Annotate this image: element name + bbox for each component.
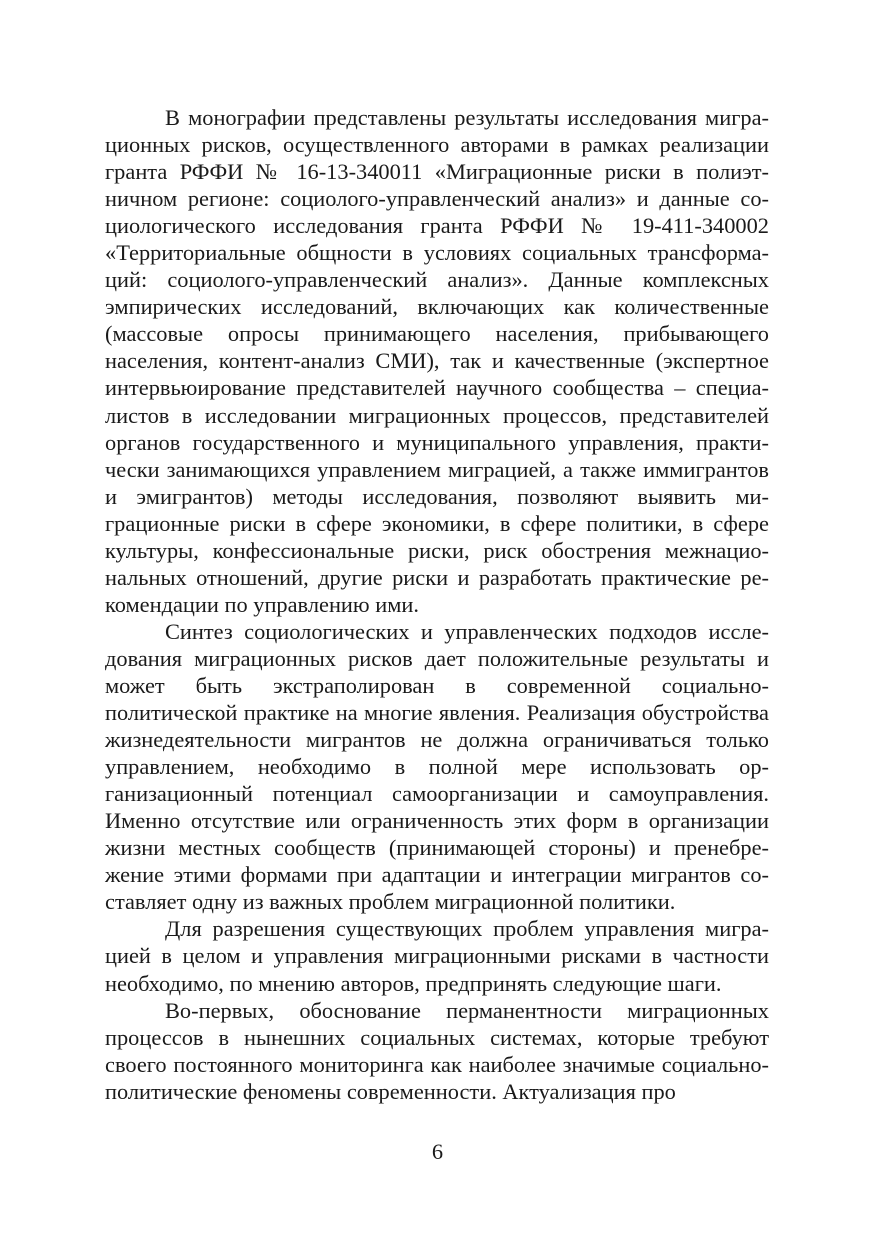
paragraph-2: Синтез социологических и управленческих подходов исследования миграционных рисков дает положительные результаты и может быть экстраполирован в современной социально-политической практике на многие явления. Реализация обустройства жизнедеятельности мигрантов не должна ограничиваться только управлением, необходимо в полной мере использовать организационный потенциал самоорганизации и самоуправления. Именно отсутствие или ограниченность этих форм в организации жизни местных сообществ (принимающей стороны) и пренебрежение этими формами при адаптации и интеграции мигрантов составляет одну из важных проблем миграционной политики. xyxy=(105,618,769,915)
paragraph-1: В монографии представлены результаты исследования миграционных рисков, осуществленного авторами в рамках реализации гранта РФФИ № 16-13-340011 «Миграционные риски в полиэтничном регионе: социолого-управленческий анализ» и данные социологического исследования гранта РФФИ № 19-411-340002 «Территориальные общности в условиях социальных трансформаций: социолого-управленческий анализ». Данные комплексных эмпирических исследований, включающих как количественные (массовые опросы принимающего населения, прибывающего населения, контент-анализ СМИ), так и качественные (экспертное интервьюирование представителей научного сообщества – специалистов в исследовании миграционных процессов, представителей органов государственного и муниципального управления, практически занимающихся управлением миграцией, а также иммигрантов и эмигрантов) методы исследования, позволяют выявить миграционные риски в сфере экономики, в сфере политики, в сфере культуры, конфессиональные риски, риск обострения межнациональных отношений, другие риски и разработать практические рекомендации по управлению ими. xyxy=(105,105,769,617)
page-number: 6 xyxy=(431,1139,444,1164)
paragraph-3: Для разрешения существующих проблем управления миграцией в целом и управления миграционными рисками в частности необходимо, по мнению авторов, предпринять следующие шаги. xyxy=(105,916,769,996)
paragraph-4: Во-первых, обоснование перманентности миграционных процессов в нынешних социальных системах, которые требуют своего постоянного мониторинга как наиболее значимые социально-политические феномены современности. Актуализация про xyxy=(105,997,769,1104)
page-body xyxy=(105,104,769,1105)
